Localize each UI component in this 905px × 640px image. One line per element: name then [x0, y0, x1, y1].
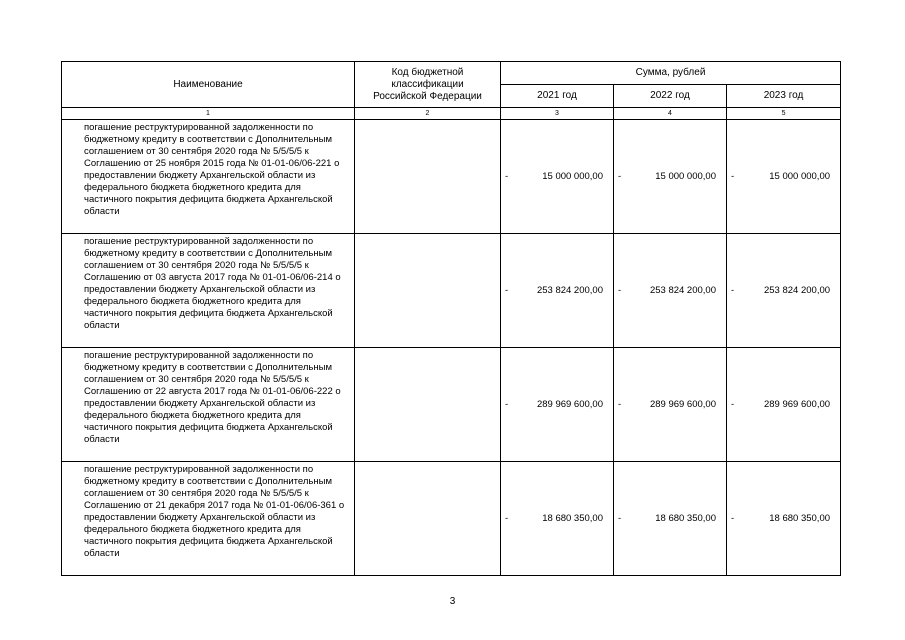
- column-number-3: 3: [501, 108, 614, 120]
- page-number: 3: [449, 596, 456, 607]
- amount-2022: [614, 234, 727, 348]
- amount-2022: [614, 462, 727, 576]
- amount-value: 15 000 000,00: [655, 171, 716, 182]
- amount-value: 289 969 600,00: [649, 399, 716, 410]
- amount-dash: -: [731, 399, 735, 410]
- row-code: [355, 120, 501, 234]
- amount-value: 15 000 000,00: [769, 171, 831, 182]
- header-name: Наименование: [62, 62, 355, 108]
- row-code: [355, 234, 501, 348]
- amount-value: 253 824 200,00: [649, 285, 716, 296]
- column-number-1: 1: [62, 108, 355, 120]
- amount-dash: -: [618, 513, 622, 524]
- amount-dash: -: [731, 513, 735, 524]
- table-row: [62, 348, 841, 462]
- header-code: Код бюджетной классификации Российской Федерации: [355, 62, 501, 108]
- table-row: [62, 234, 841, 348]
- column-number-5: 5: [727, 108, 841, 120]
- amount-2021: [501, 234, 614, 348]
- row-name: погашение реструктурированной задолженности по бюджетному кредиту в соответствии с Дополнительным соглашением от 30 сентября 2020 года № 5/5/5/5 к Соглашению от 25 ноября 2015 года № 01-01-06/06-221 о предоставлении бюджету Архангельской области из федерального бюджета бюджетного кредита для частичного покрытия дефицита бюджета Архангельской области: [62, 120, 355, 234]
- amount-dash: -: [505, 285, 509, 296]
- amount-2021: [501, 462, 614, 576]
- row-name: погашение реструктурированной задолженности по бюджетному кредиту в соответствии с Дополнительным соглашением от 30 сентября 2020 года № 5/5/5/5 к Соглашению от 21 декабря 2017 года № 01-01-06/06-361 о предоставлении бюджету Архангельской области из федерального бюджета бюджетного кредита для частичного покрытия дефицита бюджета Архангельской области: [62, 462, 355, 576]
- amount-dash: -: [618, 399, 622, 410]
- amount-dash: -: [505, 171, 509, 182]
- budget-table: [61, 61, 841, 576]
- header-year-2021: 2021 год: [501, 85, 614, 108]
- amount-2023: [727, 348, 841, 462]
- amount-value: 253 824 200,00: [763, 285, 831, 296]
- table-row: [62, 462, 841, 576]
- amount-dash: -: [618, 285, 622, 296]
- amount-value: 289 969 600,00: [536, 399, 603, 410]
- row-code: [355, 462, 501, 576]
- amount-2023: [727, 234, 841, 348]
- header-year-2022: 2022 год: [614, 85, 727, 108]
- header-sum: Сумма, рублей: [501, 62, 841, 85]
- column-number-4: 4: [614, 108, 727, 120]
- header-year-2023: 2023 год: [727, 85, 841, 108]
- amount-2021: [501, 120, 614, 234]
- table-row: [62, 120, 841, 234]
- amount-value: 18 680 350,00: [655, 513, 716, 524]
- amount-value: 289 969 600,00: [763, 399, 831, 410]
- amount-value: 253 824 200,00: [536, 285, 603, 296]
- amount-dash: -: [618, 171, 622, 182]
- amount-dash: -: [731, 171, 735, 182]
- row-name: погашение реструктурированной задолженности по бюджетному кредиту в соответствии с Дополнительным соглашением от 30 сентября 2020 года № 5/5/5/5 к Соглашению от 22 августа 2017 года № 01-01-06/06-222 о предоставлении бюджету Архангельской области из федерального бюджета бюджетного кредита для частичного покрытия дефицита бюджета Архангельской области: [62, 348, 355, 462]
- amount-dash: -: [505, 513, 509, 524]
- amount-dash: -: [731, 285, 735, 296]
- amount-2022: [614, 120, 727, 234]
- amount-2021: [501, 348, 614, 462]
- amount-2023: [727, 120, 841, 234]
- amount-value: 18 680 350,00: [542, 513, 603, 524]
- amount-2022: [614, 348, 727, 462]
- column-number-2: 2: [355, 108, 501, 120]
- amount-dash: -: [505, 399, 509, 410]
- row-code: [355, 348, 501, 462]
- amount-2023: [727, 462, 841, 576]
- amount-value: 18 680 350,00: [769, 513, 831, 524]
- row-name: погашение реструктурированной задолженности по бюджетному кредиту в соответствии с Дополнительным соглашением от 30 сентября 2020 года № 5/5/5/5 к Соглашению от 03 августа 2017 года № 01-01-06/06-214 о предоставлении бюджету Архангельской области из федерального бюджета бюджетного кредита для частичного покрытия дефицита бюджета Архангельской области: [62, 234, 355, 348]
- amount-value: 15 000 000,00: [542, 171, 603, 182]
